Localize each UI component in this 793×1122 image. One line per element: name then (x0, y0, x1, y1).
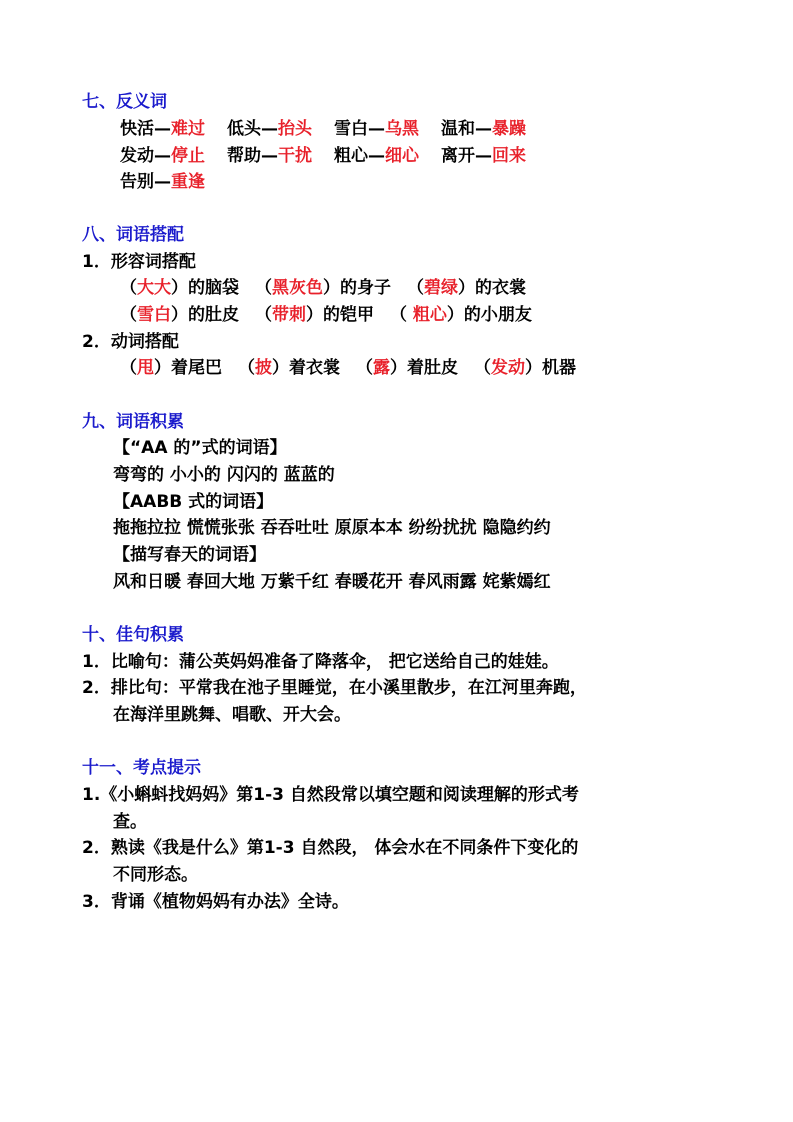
antonym-answer: 停止 (171, 146, 205, 166)
word-category-heading: 【“AA 的”式的词语】 (113, 438, 287, 458)
exam-tip-3: 3．背诵《植物妈妈有办法》全诗。 (82, 892, 349, 912)
adjective-answer: 雪白 (137, 305, 171, 325)
antonym-word: 发动— (120, 146, 171, 166)
word-category-heading: 【AABB 式的词语】 (113, 492, 274, 512)
sentence-parallelism-continued: 在海洋里跳舞、唱歌、开大会。 (113, 705, 351, 725)
antonym-row-2 (120, 141, 526, 166)
word-list: 拖拖拉拉 慌慌张张 吞吞吐吐 原原本本 纷纷扰扰 隐隐约约 (113, 518, 551, 538)
antonym-word: 粗心— (334, 146, 385, 166)
verb-phrase: 着尾巴 (171, 358, 222, 378)
antonym-word: 快活— (120, 119, 171, 139)
sentence-simile: 1．比喻句：蒲公英妈妈准备了降落伞， 把它送给自己的娃娃。 (82, 652, 559, 672)
section-11-title: 十一、考点提示 (82, 758, 201, 778)
noun-phrase: 的铠甲 (323, 305, 374, 325)
section-9-title: 九、词语积累 (82, 412, 184, 432)
verb-answer: 披 (255, 358, 272, 378)
antonym-answer: 暴躁 (492, 119, 526, 139)
antonym-word: 温和— (441, 119, 492, 139)
verb-answer: 发动 (491, 358, 525, 378)
adjective-answer: 粗心 (412, 305, 447, 325)
subheading-adjective: 1．形容词搭配 (82, 252, 196, 272)
exam-tip-2-continued: 不同形态。 (113, 865, 198, 885)
antonym-answer: 细心 (385, 146, 419, 166)
subheading-verb: 2．动词搭配 (82, 332, 179, 352)
exam-tip-1: 1.《小蝌蚪找妈妈》第1-3 自然段常以填空题和阅读理解的形式考 (82, 785, 579, 805)
exam-tip-2: 2．熟读《我是什么》第1-3 自然段， 体会水在不同条件下变化的 (82, 838, 579, 858)
antonym-answer: 重逢 (171, 172, 205, 192)
adjective-row-2: （雪白）的肚皮 （带刺）的铠甲 （ 粗心）的小朋友 (120, 305, 532, 325)
adjective-answer: 大大 (137, 278, 171, 298)
section-10-title: 十、佳句积累 (82, 625, 184, 645)
section-8-title: 八、词语搭配 (82, 225, 184, 245)
adjective-answer: 碧绿 (424, 278, 458, 298)
noun-phrase: 的身子 (340, 278, 391, 298)
verb-row: （甩）着尾巴 （披）着衣裳 （露）着肚皮 （发动）机器 (120, 358, 576, 378)
antonym-word: 离开— (441, 146, 492, 166)
adjective-row-1: （大大）的脑袋 （黑灰色）的身子 （碧绿）的衣裳 (120, 278, 526, 298)
antonym-word: 雪白— (334, 119, 385, 139)
antonym-answer: 回来 (492, 146, 526, 166)
antonym-word: 低头— (227, 119, 278, 139)
antonym-word: 帮助— (227, 146, 278, 166)
verb-phrase: 机器 (542, 358, 576, 378)
verb-answer: 甩 (137, 358, 154, 378)
antonym-row-1 (120, 114, 526, 139)
noun-phrase: 的小朋友 (463, 305, 532, 325)
sentence-parallelism: 2．排比句：平常我在池子里睡觉，在小溪里散步，在江河里奔跑， (82, 678, 587, 698)
antonym-word: 告别— (120, 172, 171, 192)
section-7-title: 七、反义词 (82, 92, 167, 112)
antonym-answer: 难过 (171, 119, 205, 139)
exam-tip-1-continued: 查。 (113, 812, 147, 832)
noun-phrase: 的衣裳 (475, 278, 526, 298)
verb-phrase: 着衣裳 (289, 358, 340, 378)
word-list: 弯弯的 小小的 闪闪的 蓝蓝的 (113, 465, 335, 485)
noun-phrase: 的肚皮 (188, 305, 239, 325)
word-list: 风和日暖 春回大地 万紫千红 春暖花开 春风雨露 姹紫嫣红 (113, 572, 551, 592)
antonym-answer: 抬头 (278, 119, 312, 139)
word-category-heading: 【描写春天的词语】 (113, 545, 266, 565)
antonym-row-3 (120, 167, 205, 192)
noun-phrase: 的脑袋 (188, 278, 239, 298)
antonym-answer: 乌黑 (385, 119, 419, 139)
verb-answer: 露 (373, 358, 390, 378)
verb-phrase: 着肚皮 (407, 358, 458, 378)
adjective-answer: 带刺 (272, 305, 306, 325)
antonym-answer: 干扰 (278, 146, 312, 166)
adjective-answer: 黑灰色 (272, 278, 323, 298)
